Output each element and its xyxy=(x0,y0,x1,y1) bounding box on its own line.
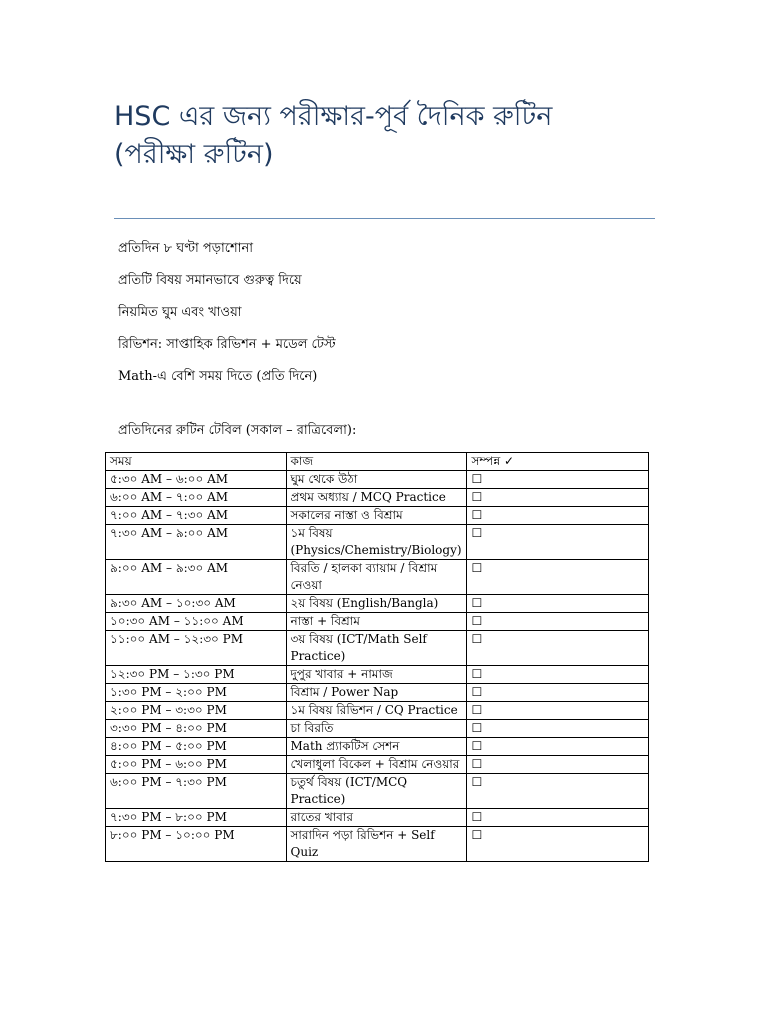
task-cell: দুপুর খাবার + নামাজ xyxy=(286,666,467,684)
task-cell: ঘুম থেকে উঠা xyxy=(286,471,467,489)
note-item: নিয়মিত ঘুম এবং খাওয়া xyxy=(118,305,242,320)
table-row xyxy=(106,595,649,613)
schedule-heading: প্রতিদিনের রুটিন টেবিল (সকাল – রাত্রিবেলা): xyxy=(118,423,357,438)
checkbox-cell[interactable]: ☐ xyxy=(467,595,649,613)
task-cell: ১ম বিষয় (Physics/Chemistry/Biology) xyxy=(286,525,467,560)
task-cell: Math প্র্যাকটিস সেশন xyxy=(286,738,467,756)
time-cell: ১০:৩০ AM – ১১:০০ AM xyxy=(106,613,287,631)
header-done: সম্পন্ন ✓ xyxy=(467,453,649,471)
time-cell: ৭:৩০ PM – ৮:০০ PM xyxy=(106,809,287,827)
checkbox-cell[interactable]: ☐ xyxy=(467,666,649,684)
note-item: Math-এ বেশি সময় দিতে (প্রতি দিনে) xyxy=(118,369,318,384)
time-cell: ৬:০০ AM – ৭:০০ AM xyxy=(106,489,287,507)
table-row xyxy=(106,507,649,525)
table-row xyxy=(106,809,649,827)
checkbox-cell[interactable]: ☐ xyxy=(467,720,649,738)
time-cell: ৬:০০ PM – ৭:৩০ PM xyxy=(106,774,287,809)
task-cell: বিরতি / হালকা ব্যায়াম / বিশ্রাম নেওয়া xyxy=(286,560,467,595)
title-underline xyxy=(114,218,655,219)
time-cell: ১১:০০ AM – ১২:৩০ PM xyxy=(106,631,287,666)
task-cell: প্রথম অধ্যায় / MCQ Practice xyxy=(286,489,467,507)
table-header-row xyxy=(106,453,649,471)
table-row xyxy=(106,560,649,595)
task-cell: ২য় বিষয় (English/Bangla) xyxy=(286,595,467,613)
table-row xyxy=(106,525,649,560)
table-row xyxy=(106,774,649,809)
checkbox-cell[interactable]: ☐ xyxy=(467,489,649,507)
note-item: প্রতিদিন ৮ ঘণ্টা পড়াশোনা xyxy=(118,241,253,256)
time-cell: ৩:৩০ PM – ৪:০০ PM xyxy=(106,720,287,738)
task-cell: ৩য় বিষয় (ICT/Math Self Practice) xyxy=(286,631,467,666)
time-cell: ৭:০০ AM – ৭:৩০ AM xyxy=(106,507,287,525)
task-cell: চা বিরতি xyxy=(286,720,467,738)
table-row xyxy=(106,666,649,684)
schedule-body xyxy=(106,471,649,862)
table-row xyxy=(106,631,649,666)
task-cell: রাতের খাবার xyxy=(286,809,467,827)
time-cell: ৪:০০ PM – ৫:০০ PM xyxy=(106,738,287,756)
table-row xyxy=(106,756,649,774)
table-row xyxy=(106,720,649,738)
table-row xyxy=(106,471,649,489)
time-cell: ৯:৩০ AM – ১০:৩০ AM xyxy=(106,595,287,613)
table-row xyxy=(106,702,649,720)
time-cell: ৫:০০ PM – ৬:০০ PM xyxy=(106,756,287,774)
checkbox-cell[interactable]: ☐ xyxy=(467,525,649,560)
header-time: সময় xyxy=(106,453,287,471)
checkbox-cell[interactable]: ☐ xyxy=(467,702,649,720)
table-row xyxy=(106,613,649,631)
task-cell: সারাদিন পড়া রিভিশন + Self Quiz xyxy=(286,827,467,862)
time-cell: ৯:০০ AM – ৯:৩০ AM xyxy=(106,560,287,595)
page-title: HSC এর জন্য পরীক্ষার-পূর্ব দৈনিক রুটিন (পরীক্ষা রুটিন) xyxy=(114,101,553,170)
task-cell: বিশ্রাম / Power Nap xyxy=(286,684,467,702)
time-cell: ১:৩০ PM – ২:০০ PM xyxy=(106,684,287,702)
checkbox-cell[interactable]: ☐ xyxy=(467,827,649,862)
checkbox-cell[interactable]: ☐ xyxy=(467,507,649,525)
checkbox-cell[interactable]: ☐ xyxy=(467,774,649,809)
notes-list xyxy=(118,240,678,400)
time-cell: ২:০০ PM – ৩:৩০ PM xyxy=(106,702,287,720)
time-cell: ৭:৩০ AM – ৯:০০ AM xyxy=(106,525,287,560)
checkbox-cell[interactable]: ☐ xyxy=(467,809,649,827)
task-cell: ১ম বিষয় রিভিশন / CQ Practice xyxy=(286,702,467,720)
table-row xyxy=(106,684,649,702)
checkbox-cell[interactable]: ☐ xyxy=(467,684,649,702)
table-row xyxy=(106,738,649,756)
table-row xyxy=(106,489,649,507)
checkbox-cell[interactable]: ☐ xyxy=(467,738,649,756)
task-cell: সকালের নাস্তা ও বিশ্রাম xyxy=(286,507,467,525)
checkbox-cell[interactable]: ☐ xyxy=(467,471,649,489)
note-item: রিভিশন: সাপ্তাহিক রিভিশন + মডেল টেস্ট xyxy=(118,337,336,352)
schedule-table xyxy=(105,452,649,862)
time-cell: ৮:০০ PM – ১০:০০ PM xyxy=(106,827,287,862)
task-cell: খেলাধুলা বিকেল + বিশ্রাম নেওয়ার xyxy=(286,756,467,774)
time-cell: ১২:৩০ PM – ১:৩০ PM xyxy=(106,666,287,684)
checkbox-cell[interactable]: ☐ xyxy=(467,756,649,774)
note-item: প্রতিটি বিষয় সমানভাবে গুরুত্ব দিয়ে xyxy=(118,273,302,288)
checkbox-cell[interactable]: ☐ xyxy=(467,560,649,595)
checkbox-cell[interactable]: ☐ xyxy=(467,631,649,666)
table-row xyxy=(106,827,649,862)
header-task: কাজ xyxy=(286,453,467,471)
time-cell: ৫:৩০ AM – ৬:০০ AM xyxy=(106,471,287,489)
checkbox-cell[interactable]: ☐ xyxy=(467,613,649,631)
task-cell: নাস্তা + বিশ্রাম xyxy=(286,613,467,631)
task-cell: চতুর্থ বিষয় (ICT/MCQ Practice) xyxy=(286,774,467,809)
